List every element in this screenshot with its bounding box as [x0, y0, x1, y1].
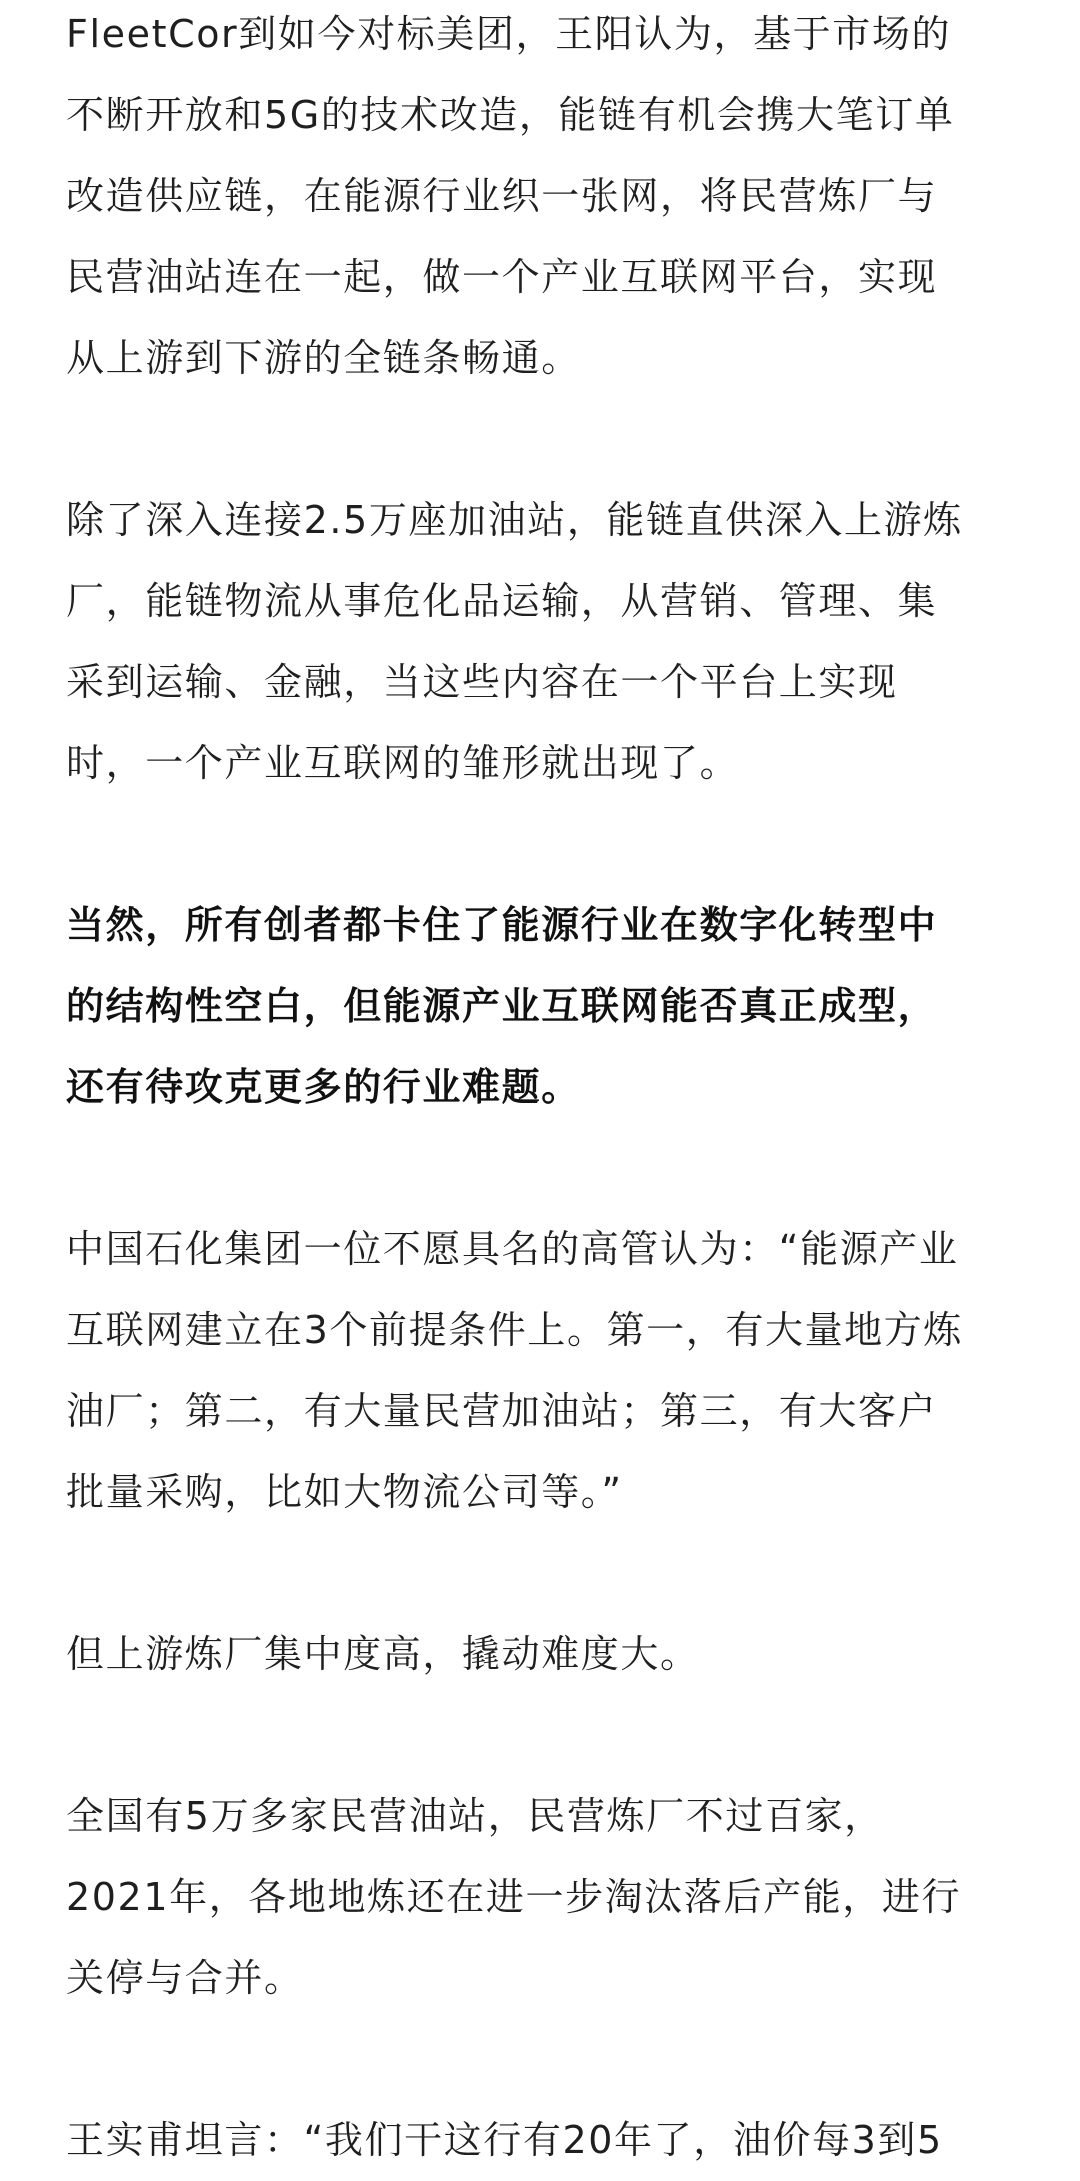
- text-line: 的结构性空白，但能源产业互联网能否真正成型，: [66, 984, 938, 1028]
- paragraph-3-highlight: [66, 885, 1026, 1128]
- text-line: 中国石化集团一位不愿具名的高管认为：“能源产业: [66, 1227, 959, 1271]
- paragraph-5: [66, 1614, 1026, 1695]
- text-line: 民营油站连在一起，做一个产业互联网平台，实现: [66, 255, 938, 299]
- paragraph-2: [66, 480, 1026, 804]
- text-line: 互联网建立在3个前提条件上。第一，有大量地方炼: [66, 1308, 963, 1352]
- text-line: 采到运输、金融，当这些内容在一个平台上实现: [66, 660, 898, 704]
- paragraph-7: [66, 2100, 1026, 2181]
- text-line: 2021年，各地地炼还在进一步淘汰落后产能，进行: [66, 1875, 962, 1919]
- text-line: 油厂；第二，有大量民营加油站；第三，有大客户: [66, 1389, 938, 1433]
- paragraph-4-quote: [66, 1209, 1026, 1533]
- article-body: [66, 0, 1026, 2181]
- text-line: 厂，能链物流从事危化品运输，从营销、管理、集: [66, 579, 938, 623]
- text-line: 还有待攻克更多的行业难题。: [66, 1065, 581, 1109]
- text-line: 全国有5万多家民营油站，民营炼厂不过百家，: [66, 1794, 884, 1838]
- text-line: 改造供应链，在能源行业织一张网，将民营炼厂与: [66, 174, 938, 218]
- paragraph-6: [66, 1776, 1026, 2019]
- text-line: FleetCor到如今对标美团，王阳认为，基于市场的: [66, 12, 952, 56]
- text-line: 当然，所有创者都卡住了能源行业在数字化转型中: [66, 903, 938, 947]
- text-line: 王实甫坦言：“我们干这行有20年了，油价每3到5: [66, 2118, 943, 2162]
- text-line: 不断开放和5G的技术改造，能链有机会携大笔订单: [66, 93, 955, 137]
- text-line: 时，一个产业互联网的雏形就出现了。: [66, 741, 740, 785]
- text-line: 批量采购，比如大物流公司等。”: [66, 1470, 623, 1514]
- text-line: 从上游到下游的全链条畅通。: [66, 336, 581, 380]
- text-line: 关停与合并。: [66, 1956, 304, 2000]
- paragraph-1: [66, 0, 1026, 399]
- text-line: 但上游炼厂集中度高，撬动难度大。: [66, 1632, 700, 1676]
- text-line: 除了深入连接2.5万座加油站，能链直供深入上游炼: [66, 498, 963, 542]
